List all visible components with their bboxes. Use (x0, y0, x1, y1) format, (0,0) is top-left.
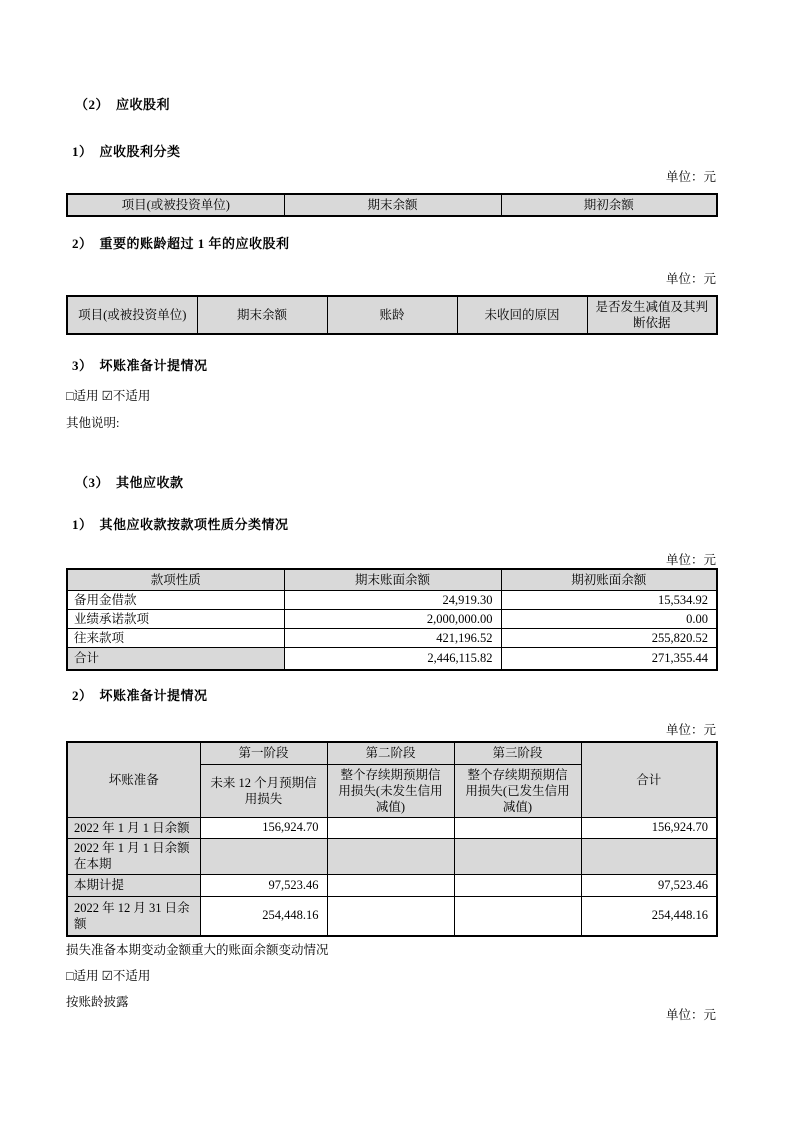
stage3-value (454, 817, 581, 838)
col-header-project: 项目(或被投资单位) (67, 296, 197, 334)
note-major-change: 损失准备本期变动金额重大的账面余额变动情况 (66, 943, 329, 957)
beginning-balance-value: 0.00 (501, 610, 717, 629)
row-label: 备用金借款 (67, 591, 284, 610)
row-label: 业绩承诺款项 (67, 610, 284, 629)
heading-dividends-over-1-year: 2） 重要的账龄超过 1 年的应收股利 (72, 236, 290, 251)
table-dividend-classification (66, 193, 718, 217)
col-header-ending-balance: 期末余额 (284, 194, 501, 216)
beginning-balance-total: 271,355.44 (501, 648, 717, 670)
row-label-total: 合计 (67, 648, 284, 670)
stage2-value (327, 838, 454, 874)
row-label: 本期计提 (67, 874, 200, 896)
col-header-ending-book-balance: 期末账面余额 (284, 569, 501, 591)
heading-other-receivables: （3） 其他应收款 (75, 475, 184, 490)
col-header-beginning-book-balance: 期初账面余额 (501, 569, 717, 591)
stage1-value: 254,448.16 (200, 896, 327, 936)
stage3-value (454, 874, 581, 896)
unit-label-4: 单位：元 (665, 723, 716, 737)
stage1-value: 156,924.70 (200, 817, 327, 838)
table-row-closing-balance (67, 896, 717, 936)
ending-balance-value: 2,000,000.00 (284, 610, 501, 629)
unit-label-3: 单位：元 (665, 553, 716, 567)
subheader-lifetime-ecl-not-impaired: 整个存续期预期信用损失(未发生信用减值) (327, 764, 454, 817)
stage2-value (327, 817, 454, 838)
subheader-12-month-ecl: 未来 12 个月预期信用损失 (200, 764, 327, 817)
unit-label-1: 单位：元 (665, 170, 716, 184)
note-aging-disclosure: 按账龄披露 (66, 995, 129, 1009)
heading-receivable-dividends: （2） 应收股利 (75, 97, 171, 112)
table-row-provision-current-period (67, 874, 717, 896)
ending-balance-total: 2,446,115.82 (284, 648, 501, 670)
applicability-checkboxes-dividends: □适用 ☑不适用 (66, 389, 151, 403)
heading-dividend-classification: 1） 应收股利分类 (72, 144, 181, 159)
ending-balance-value: 24,919.30 (284, 591, 501, 610)
other-note-label: 其他说明: (66, 416, 120, 430)
row-label: 2022 年 1 月 1 日余额在本期 (67, 838, 200, 874)
heading-bad-debt-provision-other: 2） 坏账准备计提情况 (72, 688, 208, 703)
col-header-beginning-balance: 期初余额 (501, 194, 717, 216)
table-row-current-accounts (67, 629, 717, 648)
row-label: 2022 年 12 月 31 日余额 (67, 896, 200, 936)
unit-label-5: 单位：元 (665, 1008, 716, 1022)
col-header-aging: 账龄 (327, 296, 457, 334)
beginning-balance-value: 255,820.52 (501, 629, 717, 648)
col-header-stage-1: 第一阶段 (200, 742, 327, 764)
stage3-value (454, 838, 581, 874)
ending-balance-value: 421,196.52 (284, 629, 501, 648)
table-row-total (67, 648, 717, 670)
col-header-total: 合计 (581, 742, 717, 817)
subheader-lifetime-ecl-impaired: 整个存续期预期信用损失(已发生信用减值) (454, 764, 581, 817)
stage2-value (327, 874, 454, 896)
total-value: 97,523.46 (581, 874, 717, 896)
table-row-reserve-loans (67, 591, 717, 610)
beginning-balance-value: 15,534.92 (501, 591, 717, 610)
col-header-nature: 款项性质 (67, 569, 284, 591)
total-value: 254,448.16 (581, 896, 717, 936)
table-row-opening-balance-in-period (67, 838, 717, 874)
table-other-receivables-by-nature (66, 568, 718, 671)
col-header-impairment-judgement: 是否发生减值及其判断依据 (587, 296, 717, 334)
row-label: 往来款项 (67, 629, 284, 648)
col-header-stage-3: 第三阶段 (454, 742, 581, 764)
total-value: 156,924.70 (581, 817, 717, 838)
table-row-opening-balance (67, 817, 717, 838)
stage1-value: 97,523.46 (200, 874, 327, 896)
col-header-project: 项目(或被投资单位) (67, 194, 284, 216)
corner-header-bad-debt-provision: 坏账准备 (67, 742, 200, 817)
heading-other-receivables-by-nature: 1） 其他应收款按款项性质分类情况 (72, 517, 289, 532)
stage2-value (327, 896, 454, 936)
applicability-checkboxes-other: □适用 ☑不适用 (66, 969, 151, 983)
table-dividends-over-1-year (66, 295, 718, 335)
stage1-value (200, 838, 327, 874)
stage3-value (454, 896, 581, 936)
table-row-performance-commitment (67, 610, 717, 629)
col-header-uncollected-reason: 未收回的原因 (457, 296, 587, 334)
table-bad-debt-provision-stages (66, 741, 718, 937)
col-header-ending-balance: 期末余额 (197, 296, 327, 334)
row-label: 2022 年 1 月 1 日余额 (67, 817, 200, 838)
total-value (581, 838, 717, 874)
unit-label-2: 单位：元 (665, 272, 716, 286)
col-header-stage-2: 第二阶段 (327, 742, 454, 764)
heading-bad-debt-provision-dividends: 3） 坏账准备计提情况 (72, 358, 208, 373)
